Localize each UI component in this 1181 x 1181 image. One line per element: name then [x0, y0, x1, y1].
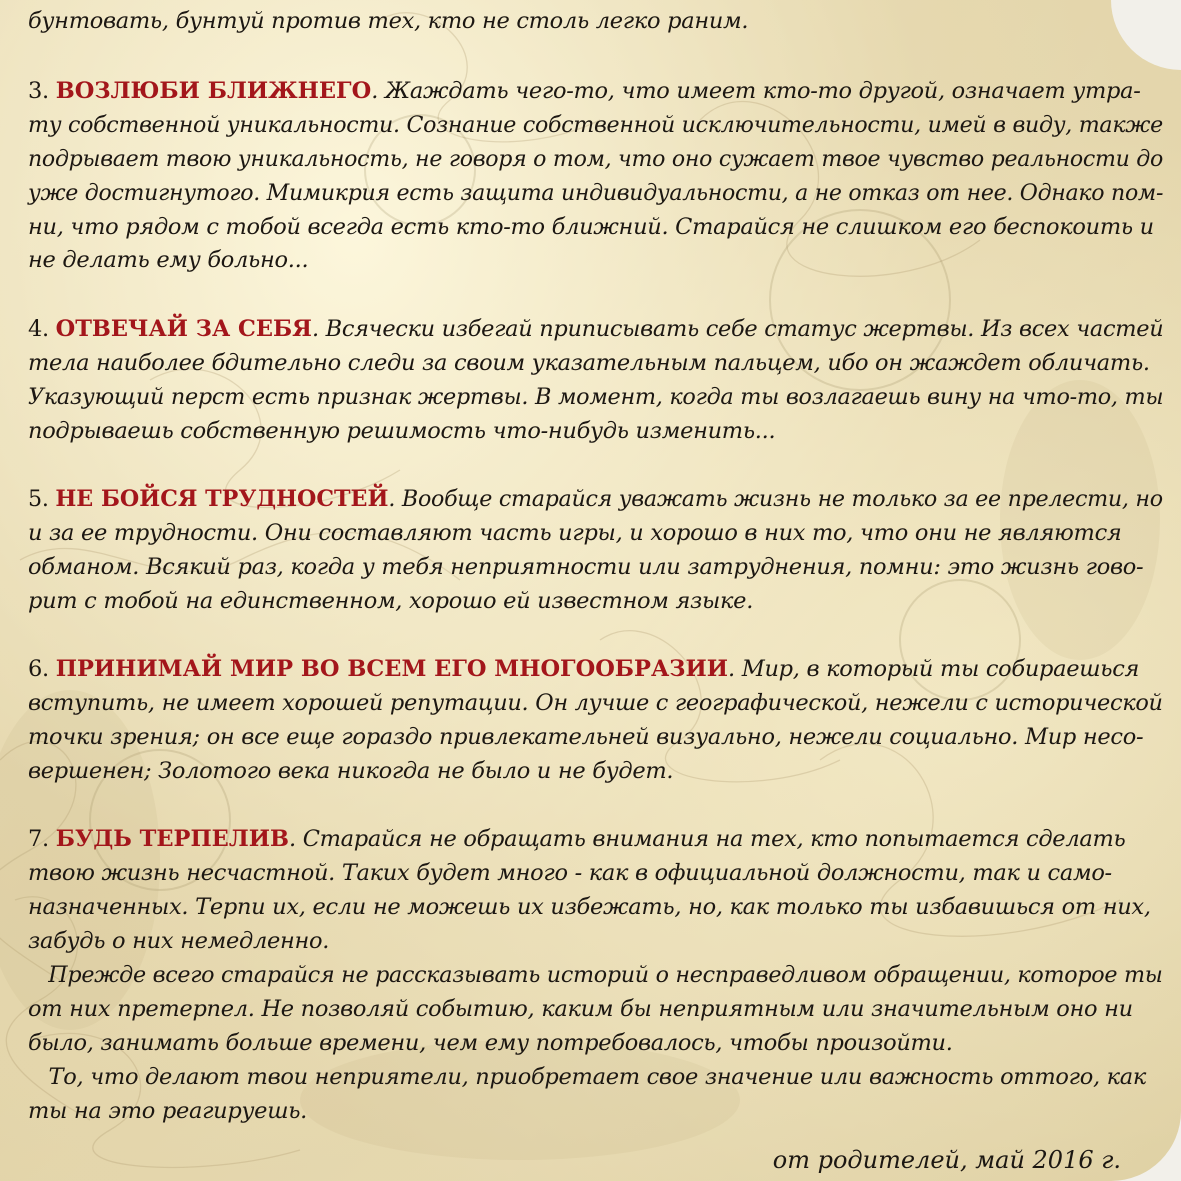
text-line: забудь о них немедленно.	[28, 928, 330, 954]
rule-4-title: ОТВЕЧАЙ ЗА СЕБЯ	[55, 316, 312, 342]
rule-6-title: ПРИНИМАЙ МИР ВО ВСЕМ ЕГО МНОГООБРАЗИИ	[55, 656, 729, 682]
text-line: Указующий перст есть признак жертвы. В момент, когда ты возлагаешь вину на что-то, ты	[28, 384, 1164, 410]
text-line: назначенных. Терпи их, если не можешь их избежать, но, как только ты избавишься от них,	[28, 894, 1151, 920]
text-line: Прежде всего старайся не рассказывать историй о несправедливом обращении, которое ты	[28, 962, 1163, 988]
text-line: обманом. Всякий раз, когда у тебя неприятности или затруднения, помни: это жизнь гово-	[28, 554, 1144, 580]
rule-7-title: БУДЬ ТЕРПЕЛИВ	[55, 826, 290, 852]
text-line: от них претерпел. Не позволяй событию, каким бы неприятным или значительным оно ни	[28, 996, 1133, 1022]
rule-3-heading-line: 3. ВОЗЛЮБИ БЛИЖНЕГО. Жаждать чего-то, что имеет кто-то другой, означает утра-	[28, 78, 1141, 104]
text-line: вершенен; Золотого века никогда не было и не будет.	[28, 758, 674, 784]
rule-5-title: НЕ БОЙСЯ ТРУДНОСТЕЙ	[55, 486, 389, 512]
text-line: бунтовать, бунтуй против тех, кто не столь легко раним.	[28, 8, 749, 34]
rule-number: 3.	[28, 78, 49, 104]
text-line: вступить, не имеет хорошей репутации. Он лучше с географической, нежели с исторической	[28, 690, 1163, 716]
text-line: не делать ему больно...	[28, 247, 309, 273]
text-line: ни, что рядом с тобой всегда есть кто-то ближний. Старайся не слишком его беспокоить и	[28, 214, 1154, 240]
text-line: было, занимать больше времени, чем ему потребовалось, чтобы произойти.	[28, 1030, 953, 1056]
text-line: То, что делают твои неприятели, приобретает свое значение или важность оттого, как	[28, 1064, 1147, 1090]
text-line: точки зрения; он все еще гораздо привлекательней визуально, нежели социально. Мир несо-	[28, 724, 1144, 750]
text-line: рит с тобой на единственном, хорошо ей известном языке.	[28, 588, 754, 614]
text-line: подрывает твою уникальность, не говоря о том, что оно сужает твое чувство реальности до	[28, 146, 1163, 172]
rule-7-heading-line: 7. БУДЬ ТЕРПЕЛИВ. Старайся не обращать внимания на тех, кто попытается сделать	[28, 826, 1126, 852]
rule-number: 6.	[28, 656, 49, 682]
rule-5-heading-line: 5. НЕ БОЙСЯ ТРУДНОСТЕЙ. Вообще старайся уважать жизнь не только за ее прелести, но	[28, 486, 1163, 512]
text-line: твою жизнь несчастной. Таких будет много - как в официальной должности, так и само-	[28, 860, 1112, 886]
text-line: и за ее трудности. Они составляют часть игры, и хорошо в них то, что они не являются	[28, 520, 1122, 546]
text-line: ту собственной уникальности. Сознание собственной исключительности, имей в виду, также	[28, 112, 1163, 138]
rule-number: 5.	[28, 486, 49, 512]
rule-6-heading-line: 6. ПРИНИМАЙ МИР ВО ВСЕМ ЕГО МНОГООБРАЗИИ. Мир, в который ты собираешься	[28, 656, 1140, 682]
text-line: тела наиболее бдительно следи за своим указательным пальцем, ибо он жаждет обличать.	[28, 350, 1150, 376]
rule-number: 7.	[28, 826, 49, 852]
text-line: подрываешь собственную решимость что-нибудь изменить...	[28, 418, 776, 444]
text-line: ты на это реагируешь.	[28, 1098, 308, 1124]
rule-4-heading-line: 4. ОТВЕЧАЙ ЗА СЕБЯ. Всячески избегай приписывать себе статус жертвы. Из всех частей	[28, 316, 1164, 342]
rule-number: 4.	[28, 316, 49, 342]
text-line: уже достигнутого. Мимикрия есть защита индивидуальности, а не отказ от нее. Однако пом-	[28, 180, 1164, 206]
rule-3-title: ВОЗЛЮБИ БЛИЖНЕГО	[55, 78, 372, 104]
signature: от родителей, май 2016 г.	[772, 1146, 1121, 1174]
